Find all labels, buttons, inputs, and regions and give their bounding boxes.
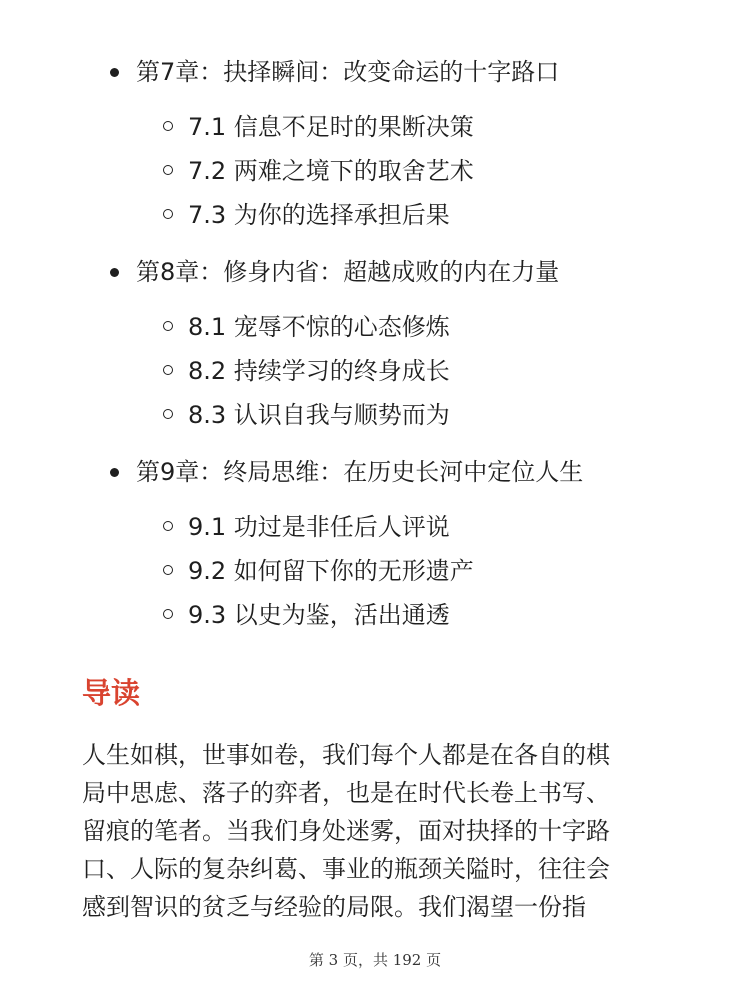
bullet-circle-icon — [163, 321, 173, 331]
section-title: 8.2 持续学习的终身成长 — [188, 357, 450, 385]
bullet-circle-icon — [163, 209, 173, 219]
toc-section — [0, 193, 750, 237]
section-title: 9.1 功过是非任后人评说 — [188, 513, 450, 541]
bullet-circle-icon — [163, 365, 173, 375]
section-title: 9.3 以史为鉴，活出通透 — [188, 601, 450, 629]
section-title: 8.3 认识自我与顺势而为 — [188, 401, 450, 429]
paragraph-line: 口、人际的复杂纠葛、事业的瓶颈关隘时，往往会 — [82, 855, 610, 883]
bullet-circle-icon — [163, 409, 173, 419]
toc-section — [0, 505, 750, 549]
section-list — [0, 295, 750, 450]
toc-section — [0, 549, 750, 593]
section-title: 8.1 宠辱不惊的心态修炼 — [188, 313, 450, 341]
toc-section — [0, 305, 750, 349]
toc-chapter — [0, 50, 750, 95]
paragraph-line: 局中思虑、落子的弈者，也是在时代长卷上书写、 — [82, 779, 610, 807]
paragraph-line: 感到智识的贫乏与经验的局限。我们渴望一份指 — [82, 893, 586, 921]
paragraph-line: 人生如棋，世事如卷，我们每个人都是在各自的棋 — [82, 741, 610, 769]
bullet-dot-icon — [110, 468, 119, 477]
intro-heading: 导读 — [82, 676, 141, 710]
bullet-circle-icon — [163, 565, 173, 575]
section-title: 9.2 如何留下你的无形遗产 — [188, 557, 474, 585]
page-number: 第 3 页，共 192 页 — [308, 951, 442, 969]
section-list — [0, 95, 750, 250]
toc-section — [0, 105, 750, 149]
bullet-dot-icon — [110, 68, 119, 77]
bullet-circle-icon — [163, 609, 173, 619]
table-of-contents — [0, 50, 750, 650]
bullet-circle-icon — [163, 521, 173, 531]
section-title: 7.2 两难之境下的取舍艺术 — [188, 157, 474, 185]
toc-section — [0, 349, 750, 393]
bullet-circle-icon — [163, 165, 173, 175]
toc-section — [0, 149, 750, 193]
toc-chapter — [0, 250, 750, 295]
section-title: 7.3 为你的选择承担后果 — [188, 201, 450, 229]
paragraph-line: 留痕的笔者。当我们身处迷雾，面对抉择的十字路 — [82, 817, 610, 845]
bullet-dot-icon — [110, 268, 119, 277]
chapter-title: 第7章：抉择瞬间：改变命运的十字路口 — [136, 58, 560, 86]
section-title: 7.1 信息不足时的果断决策 — [188, 113, 474, 141]
chapter-title: 第9章：终局思维：在历史长河中定位人生 — [136, 458, 584, 486]
intro-paragraph — [82, 736, 682, 926]
section-list — [0, 495, 750, 650]
toc-section — [0, 393, 750, 437]
toc-chapter — [0, 450, 750, 495]
toc-section — [0, 593, 750, 637]
bullet-circle-icon — [163, 121, 173, 131]
chapter-title: 第8章：修身内省：超越成败的内在力量 — [136, 258, 560, 286]
